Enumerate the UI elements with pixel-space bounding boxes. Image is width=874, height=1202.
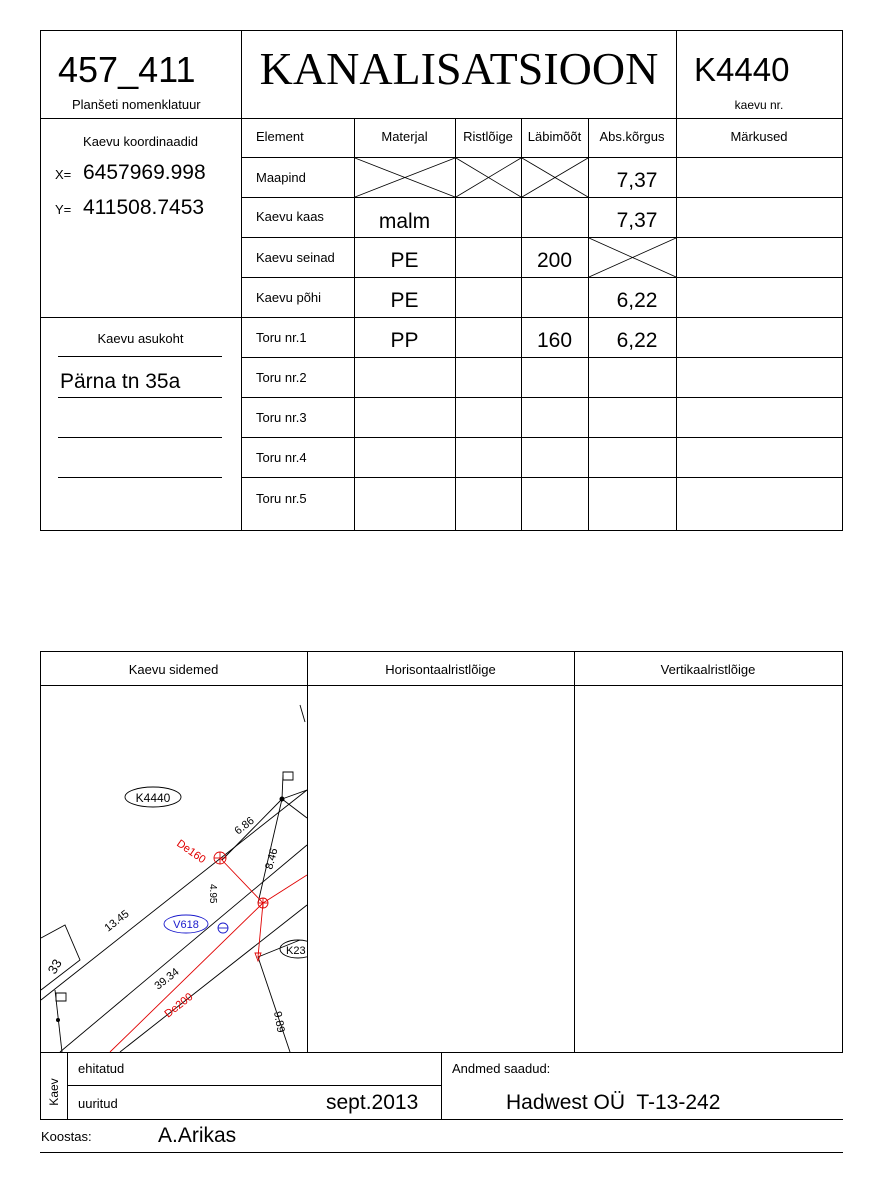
- x-coordinate: 6457969.998: [83, 161, 206, 184]
- compiled-by: A.Arikas: [158, 1124, 237, 1147]
- row-element: Maapind: [256, 170, 306, 185]
- panel-title-vertical-section: Vertikaalristlõige: [660, 662, 756, 677]
- col-header-section: Ristlõige: [463, 129, 513, 144]
- row-element: Toru nr.4: [256, 450, 307, 465]
- row-material: malm: [378, 210, 431, 233]
- pipe-label: De200: [162, 990, 196, 1021]
- surveyed-date: sept.2013: [326, 1091, 419, 1114]
- data-source-value: Hadwest OÜ T-13-242: [506, 1091, 721, 1114]
- side-label: Kaev: [47, 1078, 61, 1106]
- col-header-notes: Märkused: [730, 129, 788, 144]
- row-diameter: 160: [536, 329, 573, 352]
- document-title: KANALISATSIOON: [259, 43, 659, 94]
- well-number: K4440: [694, 51, 790, 88]
- surveyed-label: uuritud: [78, 1096, 118, 1111]
- row-elevation: 7,37: [616, 169, 658, 192]
- y-prefix: Y=: [55, 202, 72, 217]
- water-tag-label: V618: [173, 919, 199, 931]
- compiled-label: Koostas:: [41, 1129, 92, 1144]
- sheet-number: 457_411: [58, 49, 196, 90]
- row-material: PE: [390, 289, 419, 312]
- data-source-label: Andmed saadud:: [452, 1061, 551, 1076]
- panel-title-connections: Kaevu sidemed: [128, 662, 219, 677]
- sheet-label: Planšeti nomenklatuur: [72, 97, 201, 112]
- panel-title-horizontal-section: Horisontaalristlõige: [385, 662, 496, 677]
- row-element: Toru nr.3: [256, 410, 307, 425]
- col-header-elevation: Abs.kõrgus: [599, 129, 665, 144]
- row-diameter: 200: [536, 249, 573, 272]
- other-tag-label: K23: [286, 945, 306, 957]
- location-address: Pärna tn 35a: [60, 370, 181, 393]
- dimension-label: 9.89: [271, 1010, 287, 1034]
- row-material: PP: [390, 329, 419, 352]
- dimension-label: 33: [44, 956, 65, 977]
- row-element: Toru nr.5: [256, 491, 307, 506]
- row-elevation: 6,22: [616, 329, 658, 352]
- col-header-diameter: Läbimõõt: [527, 129, 582, 144]
- dimension-label: 6.86: [232, 814, 257, 838]
- y-coordinate: 411508.7453: [83, 196, 205, 219]
- dimension-label: 8.46: [263, 846, 281, 871]
- built-label: ehitatud: [78, 1061, 125, 1076]
- x-prefix: X=: [55, 167, 72, 182]
- row-elevation: 6,22: [616, 289, 658, 312]
- pipe-label: De160: [174, 837, 208, 867]
- dimension-label: 13.45: [102, 907, 132, 935]
- row-elevation: 7,37: [616, 209, 658, 232]
- dimension-label: 4.95: [207, 884, 218, 904]
- row-element: Toru nr.2: [256, 370, 307, 385]
- coordinates-label: Kaevu koordinaadid: [83, 134, 198, 149]
- connections-map: [41, 686, 307, 1052]
- row-element: Kaevu kaas: [256, 209, 324, 224]
- row-material: PE: [390, 249, 419, 272]
- row-element: Toru nr.1: [256, 330, 307, 345]
- row-element: Kaevu põhi: [256, 290, 322, 305]
- col-header-material: Materjal: [381, 129, 428, 144]
- dimension-label: 39.34: [152, 965, 182, 993]
- row-element: Kaevu seinad: [256, 250, 335, 265]
- col-header-element: Element: [256, 129, 304, 144]
- well-tag-label: K4440: [135, 791, 171, 805]
- location-label: Kaevu asukoht: [97, 331, 184, 346]
- well-number-label: kaevu nr.: [734, 98, 784, 112]
